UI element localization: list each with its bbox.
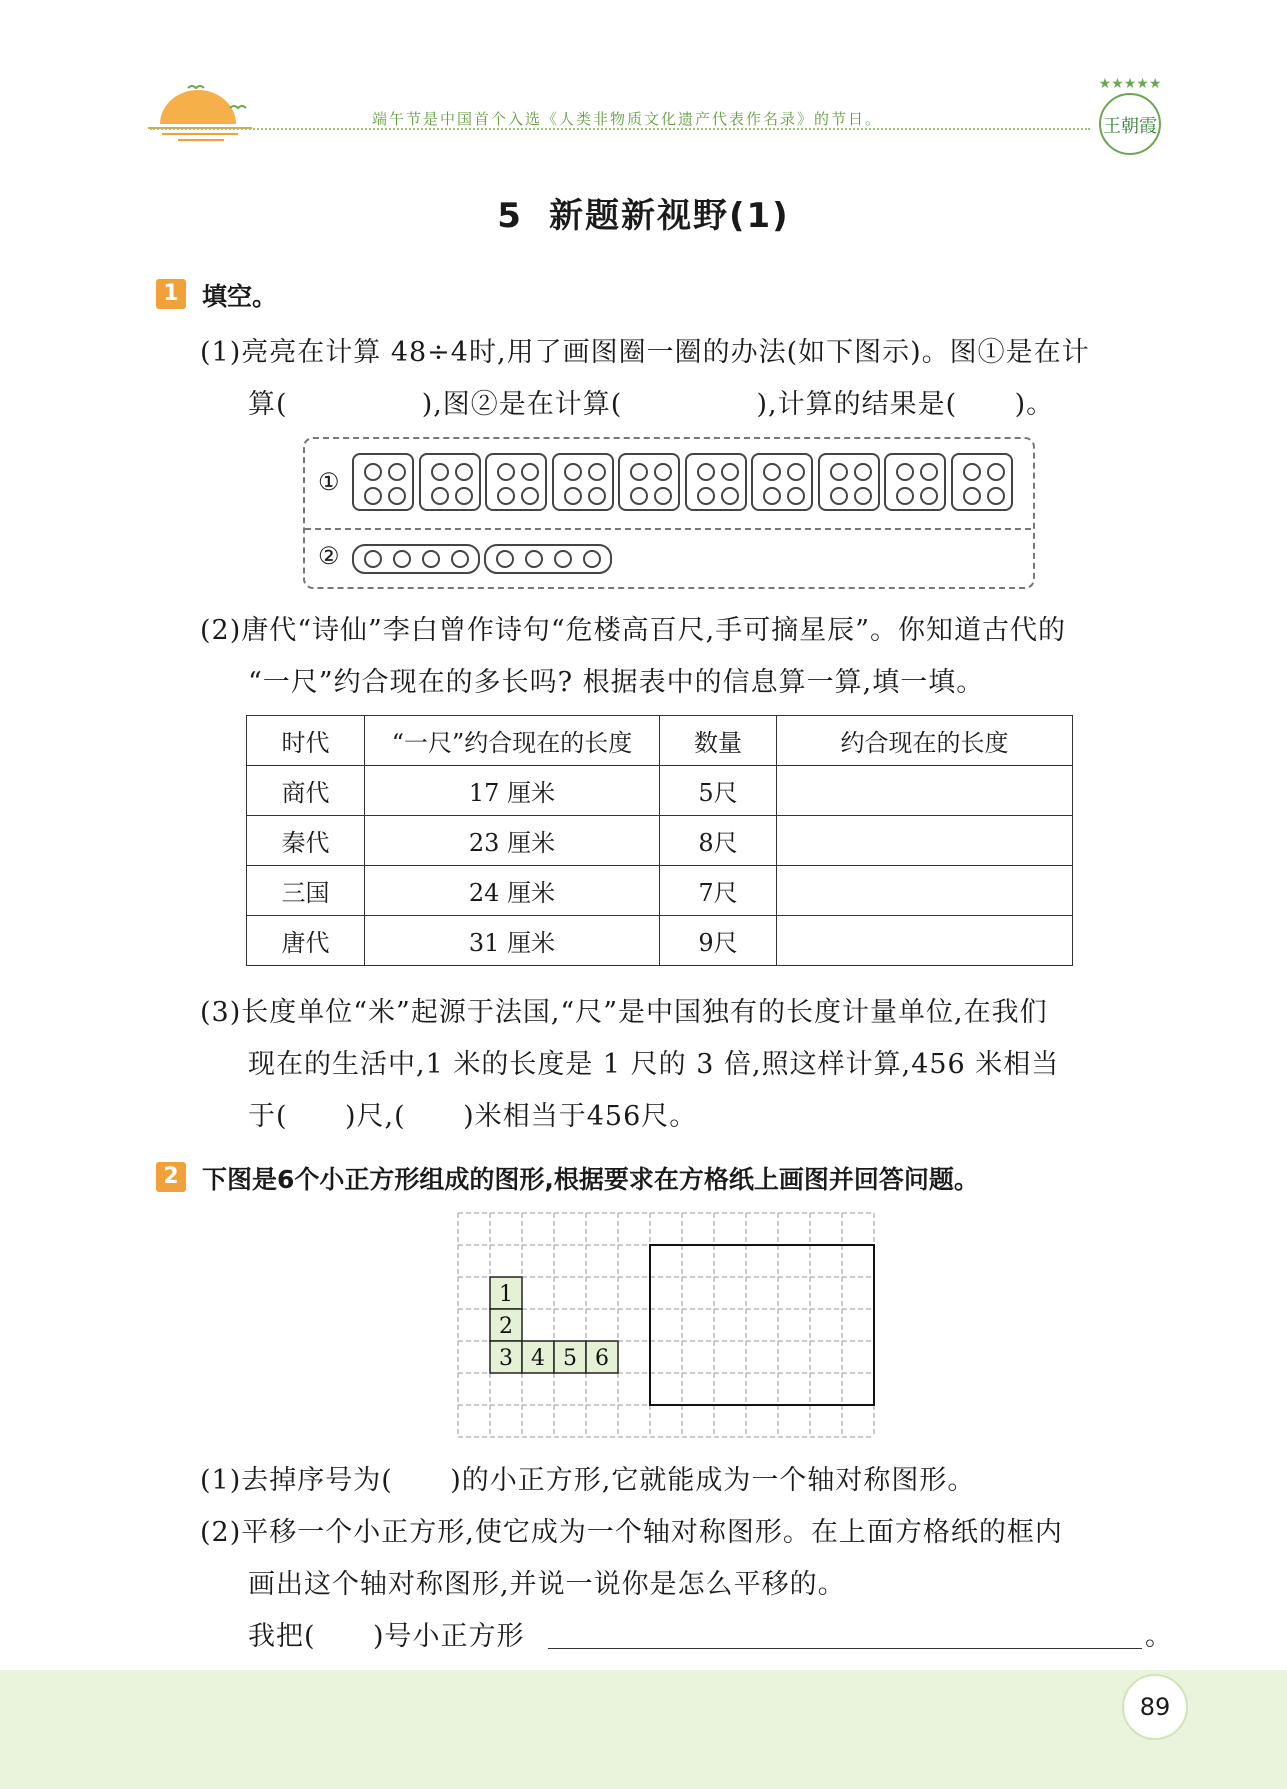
dot	[630, 487, 648, 505]
table-cell: 7尺	[660, 866, 777, 916]
dot	[564, 487, 582, 505]
dot-group-pill	[352, 544, 480, 574]
square-number: 4	[531, 1346, 545, 1371]
dot	[364, 487, 382, 505]
dot	[963, 487, 981, 505]
dot	[830, 487, 848, 505]
table-header-row	[247, 716, 1073, 766]
dot	[564, 463, 582, 481]
dot	[830, 463, 848, 481]
table-header-cell: 时代	[247, 716, 365, 766]
svg-text:王朝霞: 王朝霞	[1103, 116, 1157, 137]
dot	[431, 463, 449, 481]
dot-group	[884, 453, 946, 511]
table-cell: 17 厘米	[365, 766, 660, 816]
dot	[588, 487, 606, 505]
q1-part2-line2: “一尺”约合现在的多长吗? 根据表中的信息算一算,填一填。	[248, 667, 985, 698]
dot	[496, 550, 514, 568]
figure-divider	[305, 528, 1031, 530]
question-2-badge: 2	[156, 1162, 186, 1192]
dot-group	[485, 453, 547, 511]
dot	[521, 463, 539, 481]
page-title	[0, 188, 1287, 237]
dot	[497, 463, 515, 481]
dot	[525, 550, 543, 568]
table-row	[247, 766, 1073, 816]
dot	[896, 463, 914, 481]
square-number: 2	[499, 1314, 513, 1339]
dot	[697, 463, 715, 481]
answer-cell[interactable]	[777, 916, 1073, 966]
table-cell: 唐代	[247, 916, 365, 966]
table-cell: 秦代	[247, 816, 365, 866]
dot	[583, 550, 601, 568]
q2-part1: (1)去掉序号为( )的小正方形,它就能成为一个轴对称图形。	[200, 1465, 976, 1496]
dot	[854, 487, 872, 505]
dot	[455, 487, 473, 505]
table-cell: 5尺	[660, 766, 777, 816]
q2-end-mark: 。	[1145, 1621, 1173, 1652]
table-header-cell: 数量	[660, 716, 777, 766]
dot	[763, 463, 781, 481]
lesson-title: 新题新视野(1)	[548, 196, 790, 236]
brand-logo	[1090, 74, 1170, 164]
dot	[431, 487, 449, 505]
table-cell: 23 厘米	[365, 816, 660, 866]
dot	[721, 463, 739, 481]
table-header-cell: “一尺”约合现在的长度	[365, 716, 660, 766]
table-row	[247, 816, 1073, 866]
header-tip: 端午节是中国首个入选《人类非物质文化遗产代表作名录》的节日。	[372, 110, 883, 128]
dot	[422, 550, 440, 568]
dot-group	[951, 453, 1013, 511]
dot	[896, 487, 914, 505]
table-cell: 三国	[247, 866, 365, 916]
svg-text:★★★★★: ★★★★★	[1098, 76, 1162, 92]
q1-part1-line2: 算( ),图②是在计算( ),计算的结果是( )。	[248, 389, 1055, 420]
dot-group	[751, 453, 813, 511]
dot	[393, 550, 411, 568]
table-cell: 9尺	[660, 916, 777, 966]
figure-label-2: ②	[318, 542, 340, 570]
square-number: 6	[595, 1346, 609, 1371]
dot	[451, 550, 469, 568]
dot	[388, 487, 406, 505]
grid-paper	[456, 1211, 876, 1439]
dot	[364, 550, 382, 568]
q2-part2-line1: (2)平移一个小正方形,使它成为一个轴对称图形。在上面方格纸的框内	[200, 1517, 1063, 1548]
table-row	[247, 916, 1073, 966]
dot	[920, 463, 938, 481]
q1-part1-line1: (1)亮亮在计算 48÷4时,用了画图圈一圈的办法(如下图示)。图①是在计	[200, 337, 1090, 368]
dot	[854, 463, 872, 481]
dot	[497, 487, 515, 505]
dot	[388, 463, 406, 481]
square-number: 1	[499, 1282, 513, 1307]
dot	[364, 463, 382, 481]
drawing-frame	[650, 1245, 874, 1405]
page-number: 89	[1122, 1674, 1188, 1740]
dot-group	[352, 453, 414, 511]
q2-part2-line3: 我把( )号小正方形	[248, 1621, 525, 1652]
dot	[521, 487, 539, 505]
dot	[763, 487, 781, 505]
dot-group	[818, 453, 880, 511]
square-number: 5	[563, 1346, 577, 1371]
dot	[654, 463, 672, 481]
answer-line[interactable]	[548, 1648, 1142, 1649]
dot	[588, 463, 606, 481]
dot	[455, 463, 473, 481]
footer-band	[0, 1670, 1287, 1789]
q1-part2-line1: (2)唐代“诗仙”李白曾作诗句“危楼高百尺,手可摘星辰”。你知道古代的	[200, 615, 1067, 646]
table-row	[247, 866, 1073, 916]
question-1-badge: 1	[156, 279, 186, 309]
dot	[654, 487, 672, 505]
q1-part3-line2: 现在的生活中,1 米的长度是 1 尺的 3 倍,照这样计算,456 米相当	[248, 1049, 1060, 1080]
square-number: 3	[499, 1346, 513, 1371]
q1-part3-line1: (3)长度单位“米”起源于法国,“尺”是中国独有的长度计量单位,在我们	[200, 997, 1048, 1028]
answer-cell[interactable]	[777, 816, 1073, 866]
dot-group-pill	[484, 544, 612, 574]
dot-group	[685, 453, 747, 511]
question-1-heading: 填空。	[202, 282, 278, 311]
table-cell: 8尺	[660, 816, 777, 866]
dot	[630, 463, 648, 481]
figure-label-1: ①	[318, 468, 340, 496]
q1-part3-line3: 于( )尺,( )米相当于456尺。	[248, 1101, 698, 1132]
dot	[963, 463, 981, 481]
sun-logo	[148, 78, 258, 152]
dot-group	[419, 453, 481, 511]
dot	[987, 487, 1005, 505]
dot	[554, 550, 572, 568]
table-header-cell: 约合现在的长度	[777, 716, 1073, 766]
dot	[920, 487, 938, 505]
dot	[697, 487, 715, 505]
lesson-number: 5	[497, 196, 523, 236]
table-cell: 商代	[247, 766, 365, 816]
dot	[787, 463, 805, 481]
answer-cell[interactable]	[777, 866, 1073, 916]
dot	[721, 487, 739, 505]
table-cell: 24 厘米	[365, 866, 660, 916]
table-cell: 31 厘米	[365, 916, 660, 966]
q2-part2-line2: 画出这个轴对称图形,并说一说你是怎么平移的。	[248, 1569, 846, 1600]
dot-group	[618, 453, 680, 511]
question-2-heading: 下图是6个小正方形组成的图形,根据要求在方格纸上画图并回答问题。	[202, 1165, 979, 1194]
length-table	[246, 715, 1073, 966]
dot	[787, 487, 805, 505]
answer-cell[interactable]	[777, 766, 1073, 816]
dot-group	[552, 453, 614, 511]
dot	[987, 463, 1005, 481]
